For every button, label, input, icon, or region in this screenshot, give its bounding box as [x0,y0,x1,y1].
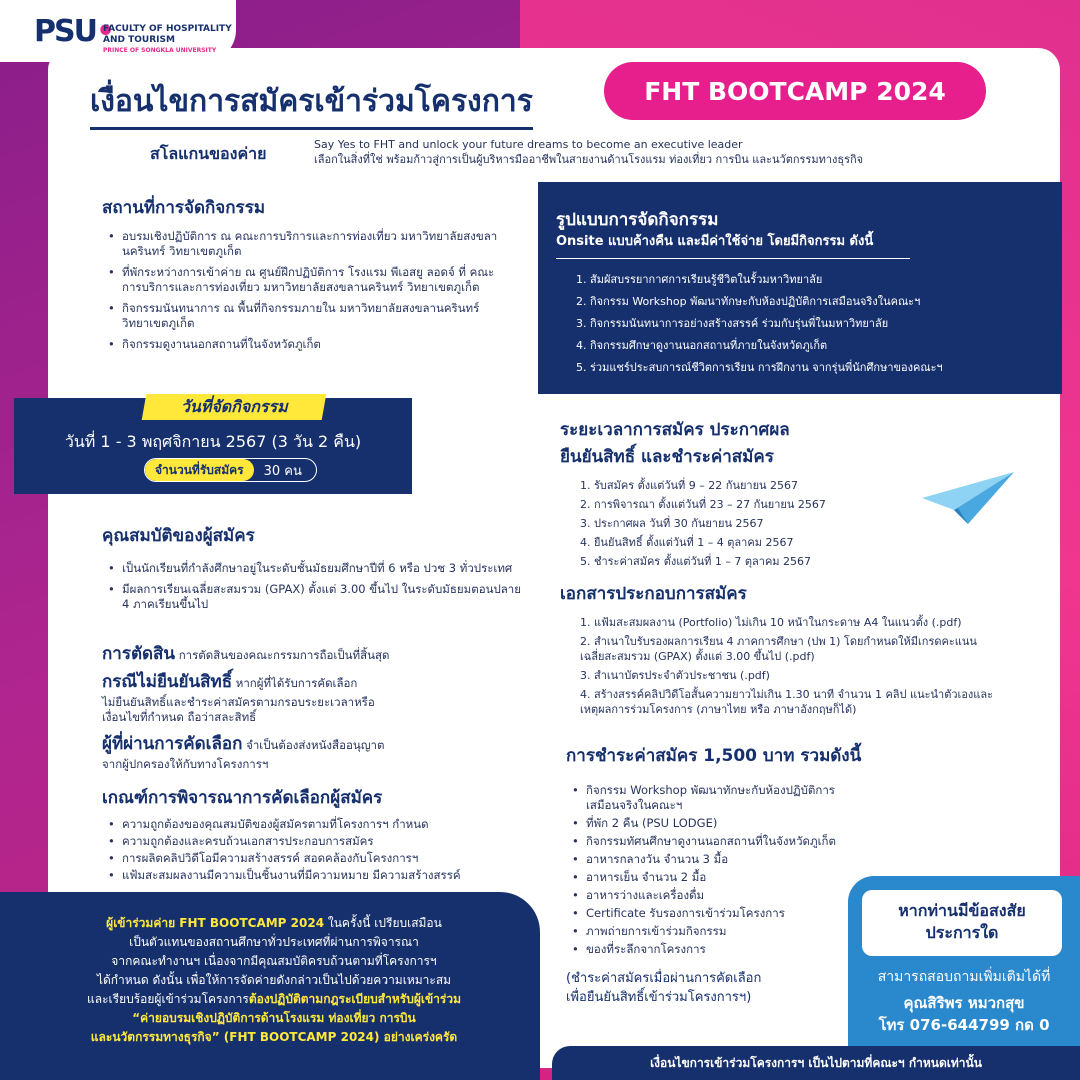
criteria-item: • ความถูกต้องและครบถ้วนเอกสารประกอบการสมัคร [102,834,522,849]
format-item: 4. กิจกรรมศึกษาดูงานนอกสถานที่ภายในจังหวัดภูเก็ต [576,339,828,352]
footer-note: เงื่อนไขการเข้าร่วมโครงการฯ เป็นไปตามที่คณะฯ กำหนดเท่านั้น [552,1046,1080,1080]
timeline-heading-2: ยืนยันสิทธิ์ และชำระค่าสมัคร [560,447,774,467]
fee-item: • อาหารกลางวัน จำนวน 3 มื้อ [566,852,856,867]
page-title: เงื่อนไขการสมัครเข้าร่วมโครงการ [90,78,533,130]
document-item: 4. สร้างสรรค์คลิปวิดีโอสั้นความยาวไม่เกิน 1.30 นาที จำนวน 1 คลิป แนะนำตัวเองและเหตุผลการร่วมโครงการ (ภาษาไทย หรือ ภาษาอังกฤษก็ได้) [580,688,994,716]
criteria-section [102,784,522,885]
document-item: 3. สำเนาบัตรประจำตัวประชาชน (.pdf) [580,669,770,682]
no-confirm-section [102,668,522,725]
fee-item: • กิจกรรม Workshop พัฒนาทักษะกับห้องปฏิบัติการเสมือนจริงในคณะฯ [566,783,856,813]
documents-heading: เอกสารประกอบการสมัคร [560,584,747,604]
format-box [538,182,1062,394]
event-date-text: วันที่ 1 - 3 พฤศจิกายน 2567 (3 วัน 2 คืน) [64,432,362,451]
timeline-item: 4. ยืนยันสิทธิ์ ตั้งแต่วันที่ 1 – 4 ตุลาคม 2567 [580,536,794,549]
criteria-heading: เกณฑ์การพิจารณาการคัดเลือกผู้สมัคร [102,788,383,808]
bootcamp-badge: FHT BOOTCAMP 2024 [604,62,986,120]
timeline-item: 1. รับสมัคร ตั้งแต่วันที่ 9 – 22 กันยายน 2567 [580,479,799,492]
qualification-item: • เป็นนักเรียนที่กำลังศึกษาอยู่ในระดับชั้นมัธยมศึกษาปีที่ 6 หรือ ปวช 3 ทั่วประเทศ [102,561,522,576]
decision-text: การตัดสินของคณะกรรมการถือเป็นที่สิ้นสุด [178,648,390,662]
qualifications-heading: คุณสมบัติของผู้สมัคร [102,526,255,546]
fee-heading: การชำระค่าสมัคร 1,500 บาท รวมดังนี้ [566,746,862,766]
format-divider [556,258,910,259]
event-date-label: วันที่จัดกิจกรรม [142,394,327,420]
no-confirm-text: หากผู้ที่ได้รับการคัดเลือก [235,676,358,690]
no-confirm-text: ไม่ยืนยันสิทธิ์และชำระค่าสมัครตามกรอบระยะเวลาหรือ [102,695,375,709]
slogan-label: สโลแกนของค่าย [150,144,267,163]
selected-heading: ผู้ที่ผ่านการคัดเลือก [102,734,243,754]
timeline-item: 5. ชำระค่าสมัคร ตั้งแต่วันที่ 1 – 7 ตุลาคม 2567 [580,555,812,568]
faculty-name: FACULTY OF HOSPITALITY AND TOURISM [103,24,232,45]
venue-heading: สถานที่การจัดกิจกรรม [102,198,266,218]
contact-question: หากท่านมีข้อสงสัย ประการใด [862,890,1062,956]
capacity-label: จำนวนที่รับสมัคร [145,459,254,481]
qualifications-section [102,522,522,618]
criteria-item: • แฟ้มสะสมผลงานมีความเป็นชิ้นงานที่มีความหมาย มีความสร้างสรรค์ [102,868,522,883]
fee-section [566,742,862,1007]
fee-item: • Certificate รับรองการเข้าร่วมโครงการ [566,906,856,921]
format-item: 5. ร่วมแชร์ประสบการณ์ชีวิตการเรียน การฝึกงาน จากรุ่นพี่นักศึกษาของคณะฯ [576,361,943,374]
fee-note: (ชำระค่าสมัครเมื่อผ่านการคัดเลือก เพื่อยืนยันสิทธิ์เข้าร่วมโครงการฯ) [566,971,762,1005]
format-heading: รูปแบบการจัดกิจกรรม [556,210,719,230]
contact-details: คุณสิริพร หมวกสุข โทร 076-644799 กด 0 [878,994,1050,1034]
paper-plane-icon [918,468,1018,528]
university-name: PRINCE OF SONGKLA UNIVERSITY [103,47,217,54]
venue-item: • กิจกรรมนันทนาการ ณ พื้นที่กิจกรรมภายใน มหาวิทยาลัยสงขลานครินทร์ วิทยาเขตภูเก็ต [102,301,502,331]
venue-item: • กิจกรรมดูงานนอกสถานที่ในจังหวัดภูเก็ต [102,337,502,352]
documents-section [560,580,1000,721]
timeline-item: 3. ประกาศผล วันที่ 30 กันยายน 2567 [580,517,764,530]
selected-text: จำเป็นต้องส่งหนังสืออนุญาต [246,738,385,752]
venue-item: • ที่พักระหว่างการเข้าค่าย ณ ศูนย์ฝึกปฏิบัติการ โรงแรม พีเอสยู ลอดจ์ ที่ คณะการบริการและการท่องเที่ยว มหาวิทยาลัยสงขลานครินทร์ วิทยาเขตภูเก็ต [102,265,502,295]
timeline-item: 2. การพิจารณา ตั้งแต่วันที่ 23 – 27 กันยายน 2567 [580,498,826,511]
psu-logo [0,0,236,62]
notice-text: ผู้เข้าร่วมค่าย FHT BOOTCAMP 2024 ในครั้งนี้ เปรียบเสมือน เป็นตัวแทนของสถานศึกษาทั่วประเทศที่ผ่านการพิจารณา จากคณะทำงานฯ เนื่องจากมีคุณสมบัติครบถ้วนตามที่โครงการฯ ได้กำหนด ดังนั้น เพื่อให้การจัดค่ายดังกล่าวเป็นไปด้วยความเหมาะสม และเรียบร้อยผู้เข้าร่วมโครงการต้องปฏิบัติตามกฎระเบียบสำหรับผู้เข้าร่วม “ค่ายอบรมเชิงปฏิบัติการด้านโรงแรม ท่องเที่ยว การบิน และนวัตกรรมทางธุรกิจ” (FHT BOOTCAMP 2024) อย่างเคร่งครัด [87,916,461,1044]
document-item: 1. แฟ้มสะสมผลงาน (Portfolio) ไม่เกิน 10 หน้าในกระดาษ A4 ในแนวตั้ง (.pdf) [580,616,962,629]
contact-ask: สามารถสอบถามเพิ่มเติมได้ที่ [877,969,1051,985]
capacity-value: 30 คน [263,463,302,479]
contact-box [848,876,1080,1046]
psu-logo-mark: PSU• [34,14,114,49]
no-confirm-heading: กรณีไม่ยืนยันสิทธิ์ [102,672,233,692]
decision-heading: การตัดสิน [102,644,176,664]
format-subheading: Onsite แบบค้างคืน และมีค่าใช้จ่าย โดยมีกิจกรรม ดังนี้ [556,234,874,249]
format-item: 3. กิจกรรมนันทนาการอย่างสร้างสรรค์ ร่วมกับรุ่นพี่ในมหาวิทยาลัย [576,317,889,330]
fee-item: • อาหารว่างและเครื่องดื่ม [566,888,856,903]
slogan-text: Say Yes to FHT and unlock your future dreams to become an executive leader เลือกในสิ่งที่ใช่ พร้อมก้าวสู่การเป็นผู้บริหารมืออาชีพในสายงานด้านโรงแรม ท่องเที่ยว การบิน และนวัตกรรมทางธุรกิจ [314,138,864,166]
selected-text: จากผู้ปกครองให้กับทางโครงการฯ [102,757,269,771]
qualification-item: • มีผลการเรียนเฉลี่ยสะสมรวม (GPAX) ตั้งแต่ 3.00 ขึ้นไป ในระดับมัธยมตอนปลาย 4 ภาคเรียนขึ้นไป [102,582,522,612]
selected-section [102,730,522,772]
no-confirm-text: เงื่อนไขที่กำหนด ถือว่าสละสิทธิ์ [102,710,257,724]
format-item: 2. กิจกรรม Workshop พัฒนาทักษะกับห้องปฏิบัติการเสมือนจริงในคณะฯ [576,295,921,308]
criteria-item: • ความถูกต้องของคุณสมบัติของผู้สมัครตามที่โครงการฯ กำหนด [102,817,522,832]
venue-item: • อบรมเชิงปฏิบัติการ ณ คณะการบริการและการท่องเที่ยว มหาวิทยาลัยสงขลานครินทร์ วิทยาเขตภูเก็ต [102,229,502,259]
timeline-heading: ระยะเวลาการสมัคร ประกาศผล [560,420,790,440]
fee-item: • ของที่ระลึกจากโครงการ [566,942,856,957]
fee-item: • ที่พัก 2 คืน (PSU LODGE) [566,816,856,831]
fee-item: • กิจกรรมทัศนศึกษาดูงานนอกสถานที่ในจังหวัดภูเก็ต [566,834,856,849]
decision-section [102,640,522,667]
venue-section [102,194,502,358]
criteria-item: • การผลิตคลิปวิดีโอมีความสร้างสรรค์ สอดคล้องกับโครงการฯ [102,851,522,866]
capacity-badge [144,458,317,482]
fee-item: • อาหารเย็น จำนวน 2 มื้อ [566,870,856,885]
fee-item: • ภาพถ่ายการเข้าร่วมกิจกรรม [566,924,856,939]
document-item: 2. สำเนาใบรับรองผลการเรียน 4 ภาคการศึกษา (ปพ 1) โดยกำหนดให้มีเกรดคะแนนเฉลี่ยสะสมรวม (GPAX) ตั้งแต่ 3.00 ขึ้นไป (.pdf) [580,635,977,663]
format-item: 1. สัมผัสบรรยากาศการเรียนรู้ชีวิตในรั้วมหาวิทยาลัย [576,273,823,286]
